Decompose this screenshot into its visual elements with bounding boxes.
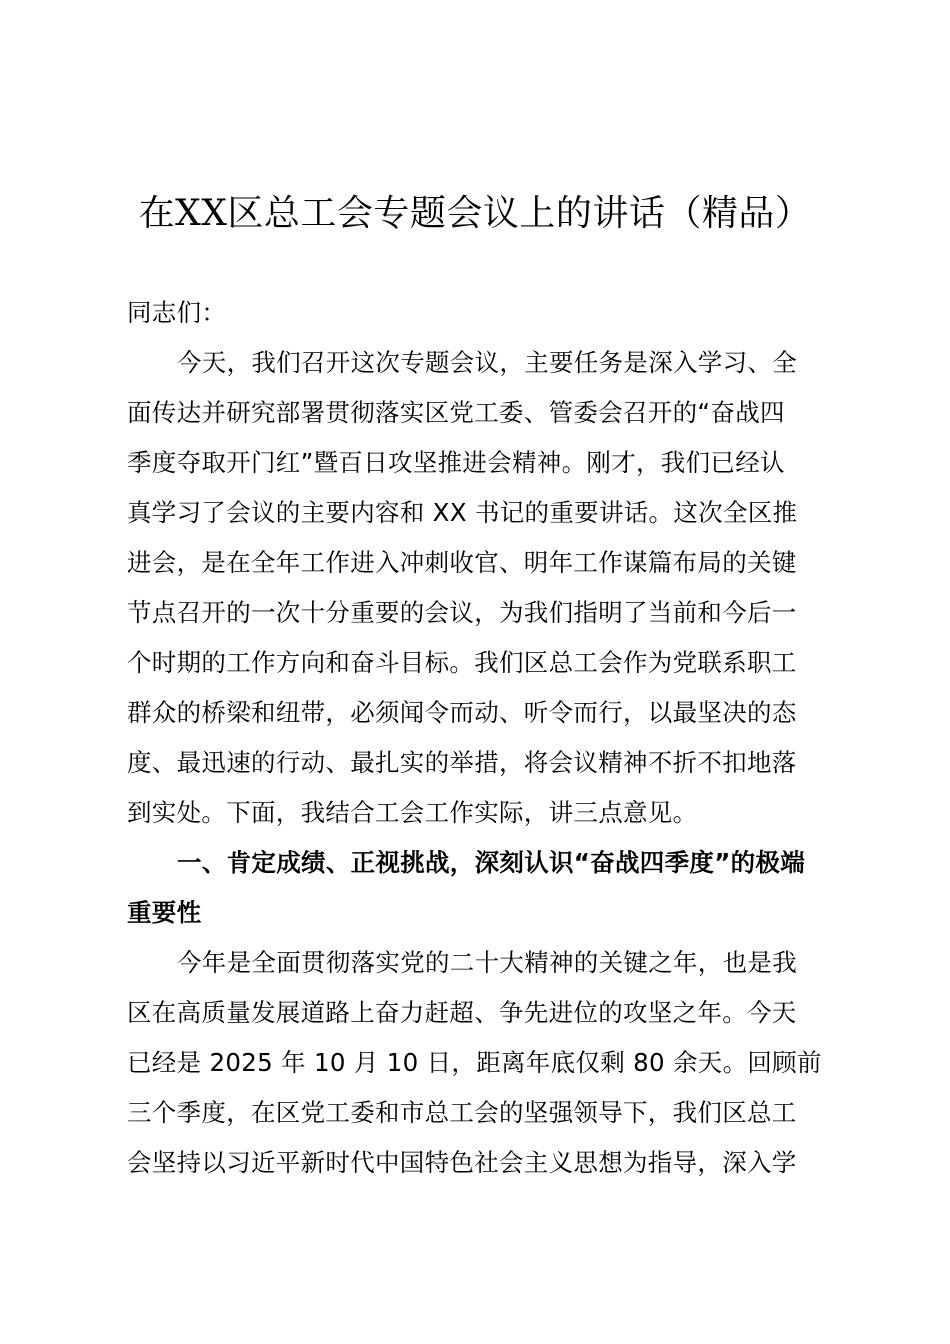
paragraph-line: 今年是全面贯彻落实党的二十大精神的关键之年，也是我 [177, 948, 797, 977]
salutation: 同志们： [127, 298, 227, 327]
document-body [127, 288, 827, 1188]
paragraph-line: 季度夺取开门红”暨百日攻坚推进会精神。刚才，我们已经认 [127, 448, 785, 477]
paragraph-line: 面传达并研究部署贯彻落实区党工委、管委会召开的“奋战四 [127, 398, 785, 427]
heading-line: 一、肯定成绩、正视挑战，深刻认识“奋战四季度”的极端 [177, 848, 806, 877]
paragraph-line: 到实处。下面，我结合工会工作实际，讲三点意见。 [127, 798, 698, 827]
paragraph-2 [127, 938, 827, 1188]
paragraph-line: 今天，我们召开这次专题会议，主要任务是深入学习、全 [177, 348, 797, 377]
paragraph-line: 三个季度，在区党工委和市总工会的坚强领导下，我们区总工 [127, 1098, 797, 1127]
paragraph-line: 已经是 2025 年 10 月 10 日，距离年底仅剩 80 余天。回顾前 [127, 1048, 822, 1077]
document-title: 在XX区总工会专题会议上的讲话（精品） [138, 193, 812, 234]
paragraph-line: 真学习了会议的主要内容和 XX 书记的重要讲话。这次全区推 [127, 498, 798, 527]
heading-line: 重要性 [127, 898, 202, 927]
section-heading-1 [127, 838, 827, 938]
paragraph-line: 群众的桥梁和纽带，必须闻令而动、听令而行，以最坚决的态 [127, 698, 797, 727]
paragraph-line: 度、最迅速的行动、最扎实的举措，将会议精神不折不扣地落 [127, 748, 797, 777]
paragraph-line: 节点召开的一次十分重要的会议，为我们指明了当前和今后一 [127, 598, 797, 627]
paragraph-1 [127, 338, 827, 838]
paragraph-line: 进会，是在全年工作进入冲刺收官、明年工作谋篇布局的关键 [127, 548, 797, 577]
paragraph-line: 会坚持以习近平新时代中国特色社会主义思想为指导，深入学 [127, 1148, 797, 1177]
paragraph-line: 区在高质量发展道路上奋力赶超、争先进位的攻坚之年。今天 [127, 998, 797, 1027]
paragraph-line: 个时期的工作方向和奋斗目标。我们区总工会作为党联系职工 [127, 648, 797, 677]
